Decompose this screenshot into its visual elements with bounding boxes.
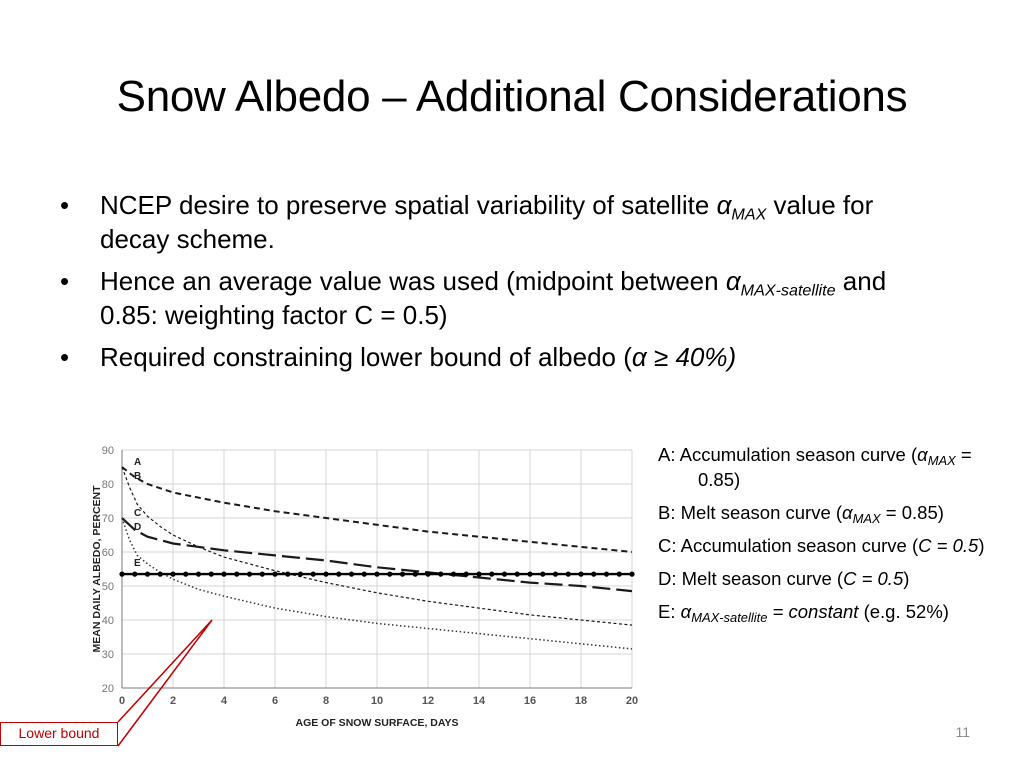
bullet-dot-icon: • [60, 190, 70, 220]
series-marker-e [298, 572, 303, 577]
series-marker-e [400, 572, 405, 577]
bullet-dot-icon: • [60, 266, 70, 296]
x-tick-label: 2 [169, 695, 177, 707]
x-tick-label: 4 [220, 695, 228, 707]
series-marker-e [119, 572, 124, 577]
series-marker-e [221, 572, 226, 577]
series-marker-e [591, 572, 596, 577]
series-marker-e [183, 572, 188, 577]
series-marker-e [438, 572, 443, 577]
legend-item [658, 500, 998, 525]
legend-item [658, 566, 998, 591]
series-marker-e [451, 572, 456, 577]
subscript-text: MAX-satellite [740, 281, 836, 300]
x-tick-label: 14 [472, 695, 486, 707]
series-marker-e [604, 572, 609, 577]
slide-title: Snow Albedo – Additional Considerations [116, 72, 908, 121]
legend-item [658, 442, 998, 492]
bullet-item [60, 340, 940, 374]
text-run: ) [978, 535, 985, 556]
series-marker-e [145, 572, 150, 577]
series-marker-e [566, 572, 571, 577]
bullet-item [60, 264, 940, 332]
series-marker-e [362, 572, 367, 577]
text-run: α [842, 502, 853, 523]
lower-bound-label: Lower bound [0, 722, 118, 746]
text-run: E: [658, 601, 681, 622]
y-tick-label: 40 [101, 615, 114, 627]
text-run: (e.g. 52%) [858, 601, 949, 622]
series-marker-e [260, 572, 265, 577]
text-run: B: Melt season curve ( [658, 502, 843, 523]
series-marker-e [209, 572, 214, 577]
x-tick-label: 6 [271, 695, 279, 707]
series-label-d: D [134, 522, 142, 533]
bullet-dot-icon: • [60, 342, 70, 372]
series-marker-e [196, 572, 201, 577]
page-number: 11 [955, 724, 970, 740]
text-run: NCEP desire to preserve spatial variability of satellite [100, 190, 717, 220]
series-marker-e [413, 572, 418, 577]
y-tick-label: 50 [101, 581, 114, 593]
x-tick-label: 8 [322, 695, 330, 707]
text-run: and 0.85: weighting factor C = 0.5) [100, 266, 887, 330]
text-run: = constant [767, 601, 859, 622]
y-tick-label: 60 [101, 547, 114, 559]
text-run: α [917, 444, 928, 465]
text-run: = 0.85) [880, 502, 944, 523]
x-tick-label: 0 [118, 695, 126, 707]
text-run: Hence an average value was used (midpoint between [100, 266, 726, 296]
subscript-text: MAX [731, 205, 767, 224]
text-run: value for decay scheme. [100, 190, 874, 254]
subscript-text: MAX-satellite [691, 609, 768, 625]
x-axis-title: AGE OF SNOW SURFACE, DAYS [295, 717, 459, 729]
series-marker-e [374, 572, 379, 577]
text-run: α ≥ 40%) [631, 342, 737, 372]
series-marker-e [464, 572, 469, 577]
series-marker-e [502, 572, 507, 577]
text-run: = 0.85) [698, 444, 972, 490]
albedo-chart [86, 438, 646, 734]
bullet-list [60, 188, 940, 382]
text-run: C: Accumulation season curve ( [658, 535, 919, 556]
series-marker-e [527, 572, 532, 577]
series-marker-e [323, 572, 328, 577]
series-marker-e [132, 572, 137, 577]
bullet-item [60, 188, 940, 256]
series-marker-e [272, 572, 277, 577]
series-label-e: E [134, 558, 141, 570]
series-marker-e [617, 572, 622, 577]
series-marker-e [425, 572, 430, 577]
series-marker-e [158, 572, 163, 577]
x-tick-label: 16 [523, 695, 537, 707]
series-label-c: C [134, 508, 142, 519]
text-run: A: Accumulation season curve ( [658, 444, 918, 465]
series-label-b: B [134, 471, 142, 482]
x-tick-label: 18 [574, 695, 588, 707]
series-marker-e [349, 572, 354, 577]
text-run: α [680, 601, 692, 622]
legend-item [658, 599, 998, 624]
x-tick-label: 20 [625, 695, 639, 707]
y-tick-label: 90 [101, 445, 114, 457]
series-marker-e [234, 572, 239, 577]
series-marker-e [311, 572, 316, 577]
series-marker-e [170, 572, 175, 577]
series-marker-e [476, 572, 481, 577]
text-run: ) [903, 568, 910, 589]
x-tick-label: 10 [370, 695, 384, 707]
series-marker-e [629, 572, 634, 577]
series-marker-e [336, 572, 341, 577]
y-tick-label: 70 [101, 513, 114, 525]
y-tick-label: 30 [101, 649, 114, 661]
chart-legend [658, 442, 998, 632]
text-run: α [725, 266, 741, 296]
y-tick-label: 20 [101, 683, 114, 695]
legend-item [658, 533, 998, 558]
y-tick-label: 80 [101, 479, 114, 491]
series-marker-e [247, 572, 252, 577]
series-marker-e [578, 572, 583, 577]
series-marker-e [553, 572, 558, 577]
y-axis-title: MEAN DAILY ALBEDO, PERCENT [91, 485, 103, 653]
subscript-text: MAX [927, 452, 956, 468]
series-label-a: A [134, 457, 142, 468]
text-run: C = 0.5 [918, 535, 979, 556]
series-marker-e [489, 572, 494, 577]
subscript-text: MAX [852, 510, 881, 526]
series-marker-e [540, 572, 545, 577]
series-marker-e [387, 572, 392, 577]
text-run: D: Melt season curve ( [658, 568, 844, 589]
x-tick-label: 12 [421, 695, 435, 707]
series-marker-e [285, 572, 290, 577]
text-run: C = 0.5 [843, 568, 904, 589]
series-marker-e [515, 572, 520, 577]
text-run: Required constraining lower bound of albedo ( [100, 342, 632, 372]
text-run: α [716, 190, 732, 220]
